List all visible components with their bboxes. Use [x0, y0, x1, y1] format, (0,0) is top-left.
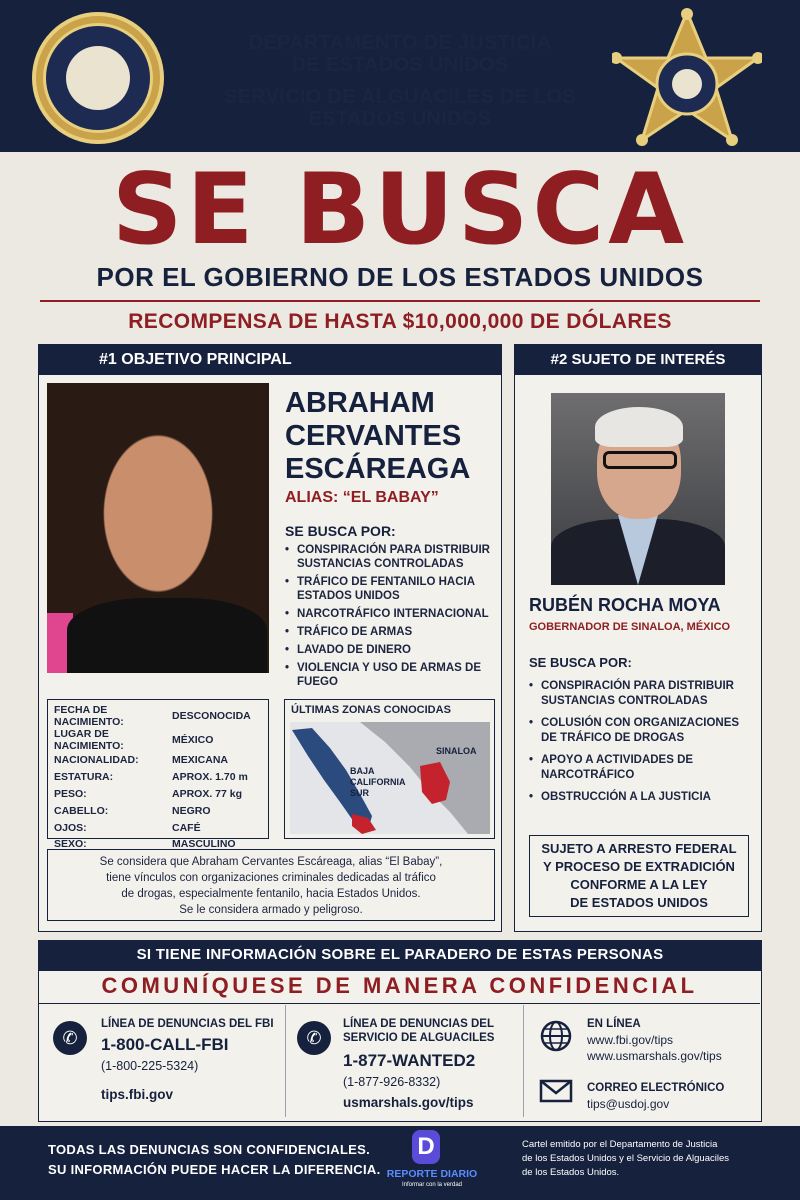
primary-suspect-name	[285, 387, 495, 486]
secondary-charges-list	[529, 679, 753, 812]
footer-band	[0, 1126, 800, 1200]
last-known-zones	[284, 699, 495, 839]
divider	[285, 1005, 286, 1117]
primary-suspect-photo	[47, 383, 269, 673]
online-heading: EN LÍNEA	[587, 1018, 641, 1030]
detail-row	[54, 704, 262, 728]
us-marshals-star-icon	[612, 8, 762, 150]
detail-value: APROX. 1.70 m	[172, 771, 248, 784]
detail-key: PESO:	[54, 787, 87, 800]
logo-name: REPORTE DIARIO	[386, 1168, 478, 1180]
reward-banner: RECOMPENSA DE HASTA $10,000,000 DE DÓLARES	[128, 310, 672, 333]
reporte-diario-logo: D	[412, 1130, 440, 1164]
fbi-phone-number[interactable]: 1-800-CALL-FBI	[101, 1035, 229, 1054]
primary-target-panel	[38, 344, 502, 932]
fbi-tips-link[interactable]: tips.fbi.gov	[101, 1087, 173, 1102]
summary-line: Se le considera armado y peligroso.	[179, 904, 363, 916]
summary-line: tiene vínculos con organizaciones criminales dedicadas al tráfico	[106, 872, 436, 884]
fbi-line-heading: LÍNEA DE DENUNCIAS DEL FBI	[101, 1018, 274, 1030]
detail-key: LUGAR DE NACIMIENTO:	[54, 728, 124, 752]
detail-key: ESTATURA:	[54, 771, 114, 784]
primary-alias: ALIAS: “EL BABAY”	[285, 489, 439, 506]
logo-tagline: Informar con la verdad	[401, 1182, 463, 1188]
header-line-4: ESTADOS UNIDOS	[308, 108, 492, 130]
issuer-line: de los Estados Unidos.	[522, 1167, 620, 1178]
issuer-notice	[522, 1138, 782, 1180]
name-line-1: ABRAHAM	[285, 387, 435, 419]
doj-seal-icon	[32, 12, 164, 144]
doj-seal-inner	[43, 23, 153, 133]
globe-icon	[539, 1019, 573, 1053]
footer-notice-line: TODAS LAS DENUNCIAS SON CONFIDENCIALES.	[48, 1142, 371, 1157]
fbi-online-link[interactable]: www.fbi.gov/tips	[587, 1033, 674, 1047]
marshals-line-heading	[343, 1017, 494, 1045]
secondary-subject-role: GOBERNADOR DE SINALOA, MÉXICO	[529, 621, 731, 633]
name-line-3: ESCÁREAGA	[285, 453, 471, 485]
secondary-panel-heading: #2 SUJETO DE INTERÉS	[515, 345, 761, 375]
primary-wanted-for-label: SE BUSCA POR:	[285, 523, 396, 539]
charge-item: • APOYO A ACTIVIDADES DE NARCOTRÁFICO	[529, 753, 753, 783]
charge-item: • OBSTRUCCIÓN A LA JUSTICIA	[529, 790, 753, 805]
secondary-subject-name: RUBÉN ROCHA MOYA	[529, 595, 721, 615]
charge-item: • CONSPIRACIÓN PARA DISTRIBUIR SUSTANCIAS CONTROLADAS	[285, 543, 500, 571]
heading-line: LÍNEA DE DENUNCIAS DEL	[343, 1018, 494, 1030]
summary-line: Se considera que Abraham Cervantes Escáreaga, alias “El Babay”,	[99, 856, 443, 868]
divider	[523, 1005, 524, 1117]
divider	[40, 300, 760, 302]
primary-charges-list	[285, 543, 500, 693]
info-heading: SI TIENE INFORMACIÓN SOBRE EL PARADERO DE ESTAS PERSONAS	[38, 940, 762, 970]
secondary-subject-photo	[551, 393, 725, 585]
detail-value: APROX. 77 kg	[172, 787, 243, 800]
arrest-line: Y PROCESO DE EXTRADICIÓN	[543, 859, 735, 874]
header-line-3: SERVICIO DE ALGUACILES DE LOS	[223, 86, 577, 108]
heading-line: SERVICIO DE ALGUACILES	[343, 1032, 495, 1044]
physical-details-table	[47, 699, 269, 851]
detail-row	[54, 786, 262, 803]
charge-item: • LAVADO DE DINERO	[285, 643, 500, 657]
detail-row	[54, 769, 262, 786]
header-line-1: DEPARTAMENTO DE JUSTICIA	[248, 32, 552, 54]
secondary-subject-panel	[514, 344, 762, 932]
email-link[interactable]: tips@usdoj.gov	[587, 1097, 670, 1111]
issuer-line: Cartel emitido por el Departamento de Justicia	[522, 1139, 718, 1150]
arrest-line: SUJETO A ARRESTO FEDERAL	[541, 841, 737, 856]
detail-value: MASCULINO	[172, 838, 236, 851]
map-label-bcs-2: CALIFORNIA	[350, 777, 406, 787]
detail-key: FECHA DE NACIMIENTO:	[54, 704, 124, 728]
header-band	[0, 0, 800, 152]
charge-item: • TRÁFICO DE ARMAS	[285, 625, 500, 639]
header-agencies	[190, 32, 610, 130]
marshals-tips-link[interactable]: usmarshals.gov/tips	[343, 1095, 474, 1110]
charge-item: • VIOLENCIA Y USO DE ARMAS DE FUEGO	[285, 661, 500, 689]
detail-value: DESCONOCIDA	[172, 710, 251, 722]
footer-notice-line: SU INFORMACIÓN PUEDE HACER LA DIFERENCIA.	[48, 1162, 381, 1177]
page-subtitle: POR EL GOBIERNO DE LOS ESTADOS UNIDOS	[96, 262, 704, 292]
detail-key: CABELLO:	[54, 804, 109, 817]
detail-row	[54, 728, 262, 752]
marshals-phone-alt[interactable]: (1-877-926-8332)	[343, 1075, 441, 1089]
phone-icon: ✆	[53, 1021, 87, 1055]
detail-value: CAFÉ	[172, 821, 201, 834]
issuer-line: de los Estados Unidos y el Servicio de Alguaciles	[522, 1153, 730, 1164]
detail-key: NACIONALIDAD:	[54, 754, 139, 767]
footer-notice	[48, 1140, 381, 1180]
detail-key: SEXO:	[54, 838, 87, 851]
detail-row	[54, 819, 262, 836]
detail-value: MÉXICO	[172, 734, 214, 746]
charge-item: • COLUSIÓN CON ORGANIZACIONES DE TRÁFICO DE DROGAS	[529, 716, 753, 746]
map-label-sinaloa: SINALOA	[436, 746, 477, 756]
email-heading: CORREO ELECTRÓNICO	[587, 1082, 725, 1094]
map-label-bcs-1: BAJA	[350, 766, 375, 776]
phone-icon: ✆	[297, 1021, 331, 1055]
charge-item: • TRÁFICO DE FENTANILO HACIA ESTADOS UNIDOS	[285, 575, 500, 603]
marshals-phone-number[interactable]: 1-877-WANTED2	[343, 1051, 476, 1070]
arrest-line: CONFORME A LA LEY	[570, 877, 708, 892]
confidential-banner: COMUNÍQUESE DE MANERA CONFIDENCIAL	[101, 973, 698, 998]
envelope-icon	[539, 1079, 573, 1103]
page-title: SE BUSCA	[111, 153, 689, 267]
detail-value: NEGRO	[172, 804, 211, 817]
arrest-line: DE ESTADOS UNIDOS	[570, 895, 708, 910]
charge-item: • NARCOTRÁFICO INTERNACIONAL	[285, 607, 500, 621]
arrest-notice	[529, 835, 749, 917]
detail-value: MEXICANA	[172, 754, 229, 767]
region-map	[290, 722, 490, 834]
map-label-bcs-3: SUR	[350, 788, 370, 798]
secondary-wanted-for-label: SE BUSCA POR:	[529, 655, 632, 670]
detail-key: OJOS:	[54, 821, 87, 834]
header-line-2: DE ESTADOS UNIDOS	[291, 54, 509, 76]
zones-title: ÚLTIMAS ZONAS CONOCIDAS	[291, 704, 451, 716]
fbi-phone-alt[interactable]: (1-800-225-5324)	[101, 1059, 199, 1073]
summary-line: de drogas, especialmente fentanilo, hacia Estados Unidos.	[121, 888, 421, 900]
eagle-emblem-icon	[66, 46, 130, 110]
detail-row	[54, 802, 262, 819]
detail-row	[54, 752, 262, 769]
divider	[39, 1003, 760, 1004]
name-line-2: CERVANTES	[285, 420, 462, 452]
marshals-online-link[interactable]: www.usmarshals.gov/tips	[587, 1049, 722, 1063]
primary-summary	[47, 849, 495, 921]
charge-item: • CONSPIRACIÓN PARA DISTRIBUIR SUSTANCIAS CONTROLADAS	[529, 679, 753, 709]
contact-box	[38, 970, 762, 1122]
primary-panel-heading: #1 OBJETIVO PRINCIPAL	[39, 345, 501, 375]
